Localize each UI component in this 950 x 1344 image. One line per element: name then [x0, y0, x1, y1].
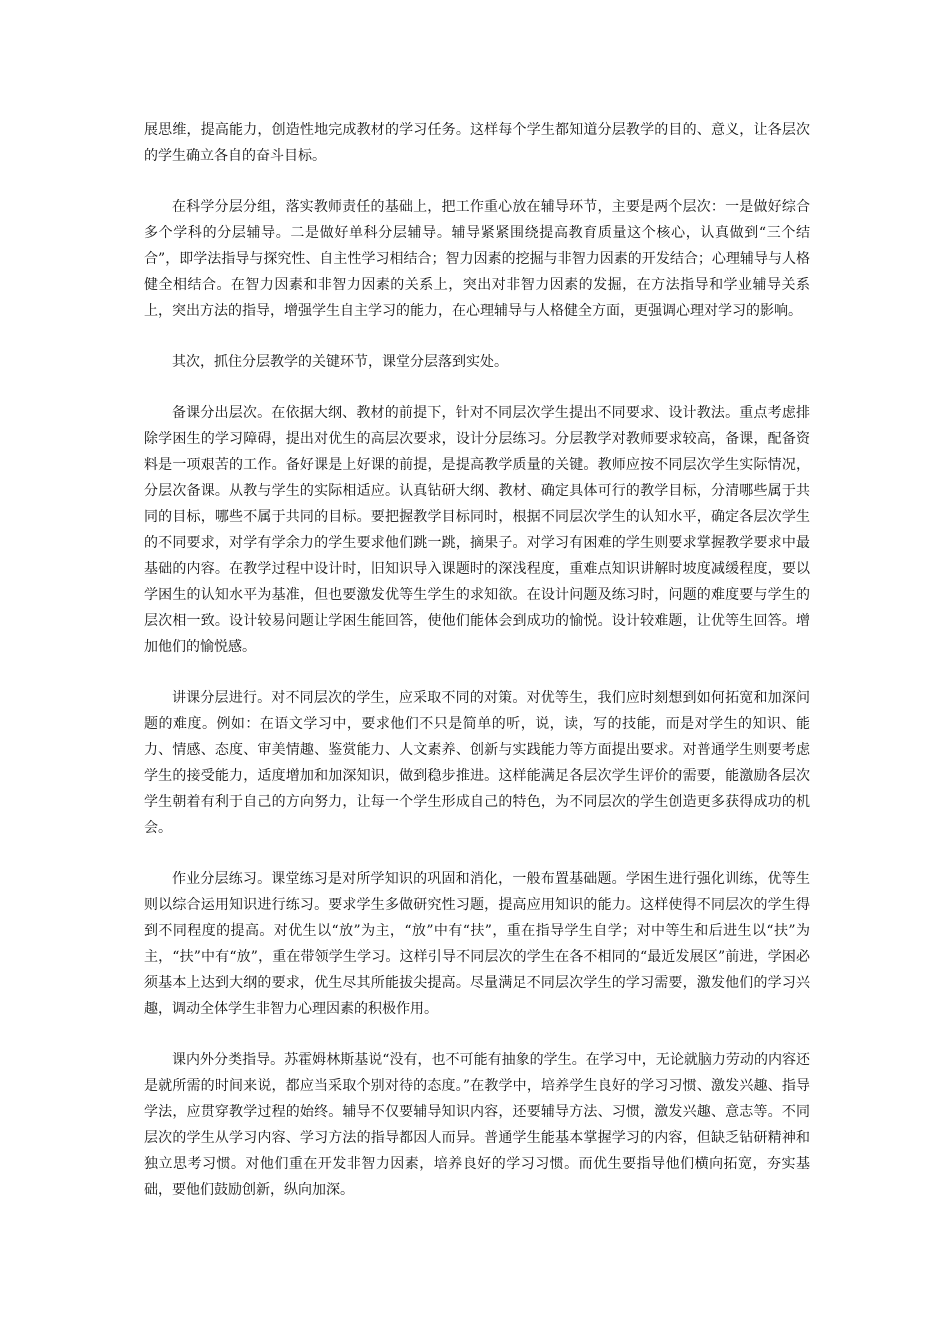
paragraph-key-steps: 其次，抓住分层教学的关键环节，课堂分层落到实处。 — [172, 354, 508, 370]
paragraph-continuation: 展思维，提高能力，创造性地完成教材的学习任务。这样每个学生都知道分层教学的目的、意义，让各层次的学生确立各自的奋斗目标。 — [144, 122, 810, 164]
paragraph-lesson-prep: 备课分出层次。在依据大纲、教材的前提下，针对不同层次学生提出不同要求、设计教法。重点考虑排除学困生的学习障碍，提出对优生的高层次要求，设计分层练习。分层教学对教师要求较高，备课，配备资料是一项艰苦的工作。备好课是上好课的前提，是提高教学质量的关键。教师应按不同层次学生实际情况，分层次备课。从教与学生的实际相适应。认真钻研大纲、教材、确定具体可行的教学目标，分清哪些属于共同的目标，哪些不属于共同的目标。要把握教学目标同时，根据不同层次学生的认知水平，确定各层次学生的不同要求，对学有学余力的学生要求他们跳一跳，摘果子。对学习有困难的学生则要求掌握教学要求中最基础的内容。在教学过程中设计时，旧知识导入课题时的深浅程度，重难点知识讲解时坡度减缓程度，要以学困生的认知水平为基准，但也要激发优等生学生的求知欲。在设计问题及练习时，问题的难度要与学生的层次相一致。设计较易问题让学困生能回答，使他们能体会到成功的愉悦。设计较难题，让优等生回答。增加他们的愉悦感。 — [144, 405, 810, 655]
paragraph-teaching: 讲课分层进行。对不同层次的学生，应采取不同的对策。对优等生，我们应时刻想到如何拓宽和加深问题的难度。例如：在语文学习中，要求他们不只是简单的听，说，读，写的技能，而是对学生的知识、能力、情感、态度、审美情趣、鉴赏能力、人文素养、创新与实践能力等方面提出要求。对普通学生则要考虑学生的接受能力，适度增加和加深知识，做到稳步推进。这样能满足各层次学生评价的需要，能激励各层次学生朝着有利于自己的方向努力，让每一个学生形成自己的特色，为不同层次的学生创造更多获得成功的机会。 — [144, 690, 810, 836]
paragraph-guidance: 课内外分类指导。苏霍姆林斯基说“没有，也不可能有抽象的学生。在学习中，无论就脑力劳动的内容还是就所需的时间来说，都应当采取个别对待的态度。”在教学中，培养学生良好的学习习惯、激发兴趣、指导学法，应贯穿教学过程的始终。辅导不仅要辅导知识内容，还要辅导方法、习惯，激发兴趣、意志等。不同层次的学生从学习内容、学习方法的指导都因人而异。普通学生能基本掌握学习的内容，但缺乏钻研精神和独立思考习惯。对他们重在开发非智力因素，培养良好的学习习惯。而优生要指导他们横向拓宽，夯实基础，要他们鼓励创新，纵向加深。 — [144, 1052, 810, 1198]
document-body — [144, 117, 810, 1203]
paragraph-tutoring-levels: 在科学分层分组，落实教师责任的基础上，把工作重心放在辅导环节，主要是两个层次：一是做好综合多个学科的分层辅导。二是做好单科分层辅导。辅导紧紧围绕提高教育质量这个核心，认真做到“三个结合”，即学法指导与探究性、自主性学习相结合；智力因素的挖掘与非智力因素的开发结合；心理辅导与人格健全相结合。在智力因素和非智力因素的关系上，突出对非智力因素的发掘，在方法指导和学业辅导关系上，突出方法的指导，增强学生自主学习的能力，在心理辅导与人格健全方面，更强调心理对学习的影响。 — [144, 199, 810, 319]
paragraph-homework: 作业分层练习。课堂练习是对所学知识的巩固和消化，一般布置基础题。学困生进行强化训练，优等生则以综合运用知识进行练习。要求学生多做研究性习题，提高应用知识的能力。这样使得不同层次的学生得到不同程度的提高。对优生以“放”为主，“放”中有“扶”，重在指导学生自学；对中等生和后进生以“扶”为主，“扶”中有“放”，重在带领学生学习。这样引导不同层次的学生在各不相同的“最近发展区”前进，学困必须基本上达到大纲的要求，优生尽其所能拔尖提高。尽量满足不同层次学生的学习需要，激发他们的学习兴趣，调动全体学生非智力心理因素的积极作用。 — [144, 871, 810, 1017]
